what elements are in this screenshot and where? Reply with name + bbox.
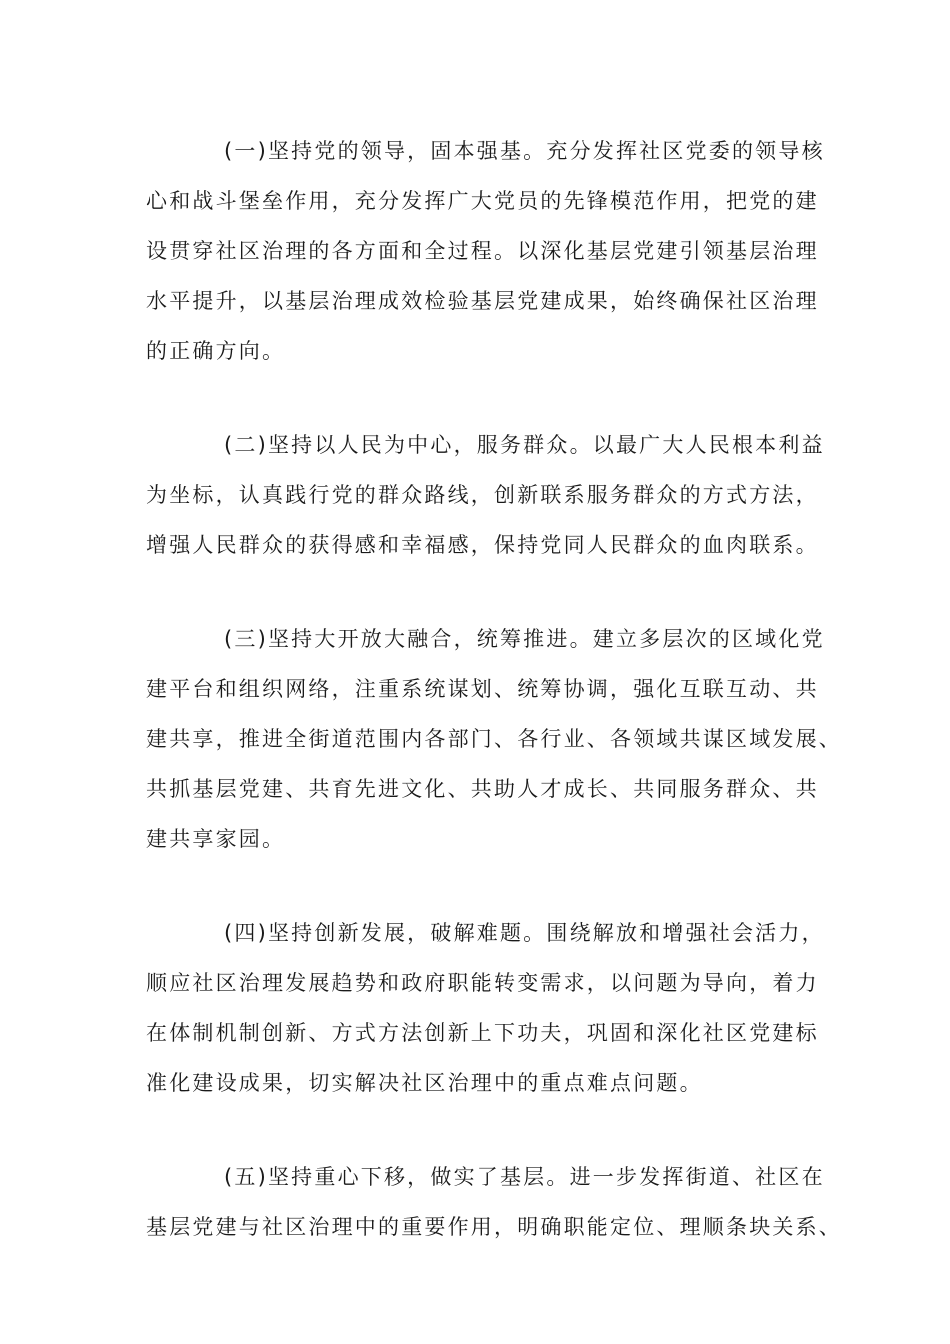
- paragraph-line: 建平台和组织网络，注重系统谋划、统筹协调，强化互联互动、共: [146, 677, 819, 701]
- paragraph-line: 顺应社区治理发展趋势和政府职能转变需求，以问题为导向，着力: [146, 971, 819, 995]
- document-body: [146, 126, 842, 1296]
- paragraph-line: 增强人民群众的获得感和幸福感，保持党同人民群众的血肉联系。: [146, 533, 819, 557]
- paragraph-line: (三)坚持大开放大融合，统筹推进。建立多层次的区域化党: [224, 627, 825, 651]
- paragraph-line: 设贯穿社区治理的各方面和全过程。以深化基层党建引领基层治理: [146, 239, 819, 263]
- paragraph-line: 基层党建与社区治理中的重要作用，明确职能定位、理顺条块关系、: [146, 1215, 842, 1239]
- paragraph-line: (五)坚持重心下移，做实了基层。进一步发挥街道、社区在: [224, 1165, 825, 1189]
- paragraph-2: [146, 420, 826, 570]
- paragraph-4: [146, 908, 826, 1108]
- paragraph-line: (四)坚持创新发展，破解难题。围绕解放和增强社会活力，: [224, 921, 825, 945]
- paragraph-line: (二)坚持以人民为中心，服务群众。以最广大人民根本利益: [224, 433, 825, 457]
- paragraph-line: 建共享，推进全街道范围内各部门、各行业、各领域共谋区域发展、: [146, 727, 842, 751]
- paragraph-line: 共抓基层党建、共育先进文化、共助人才成长、共同服务群众、共: [146, 777, 819, 801]
- paragraph-1: [146, 126, 826, 376]
- paragraph-3: [146, 614, 842, 864]
- paragraph-line: 的正确方向。: [146, 339, 286, 363]
- paragraph-line: 在体制机制创新、方式方法创新上下功夫，巩固和深化社区党建标: [146, 1021, 819, 1045]
- paragraph-line: 为坐标，认真践行党的群众路线，创新联系服务群众的方式方法，: [146, 483, 819, 507]
- paragraph-line: 心和战斗堡垒作用，充分发挥广大党员的先锋模范作用，把党的建: [146, 189, 819, 213]
- paragraph-line: 建共享家园。: [146, 827, 286, 851]
- paragraph-line: (一)坚持党的领导，固本强基。充分发挥社区党委的领导核: [224, 139, 825, 163]
- paragraph-line: 水平提升，以基层治理成效检验基层党建成果，始终确保社区治理: [146, 289, 819, 313]
- paragraph-line: 准化建设成果，切实解决社区治理中的重点难点问题。: [146, 1071, 703, 1095]
- paragraph-5: [146, 1152, 842, 1252]
